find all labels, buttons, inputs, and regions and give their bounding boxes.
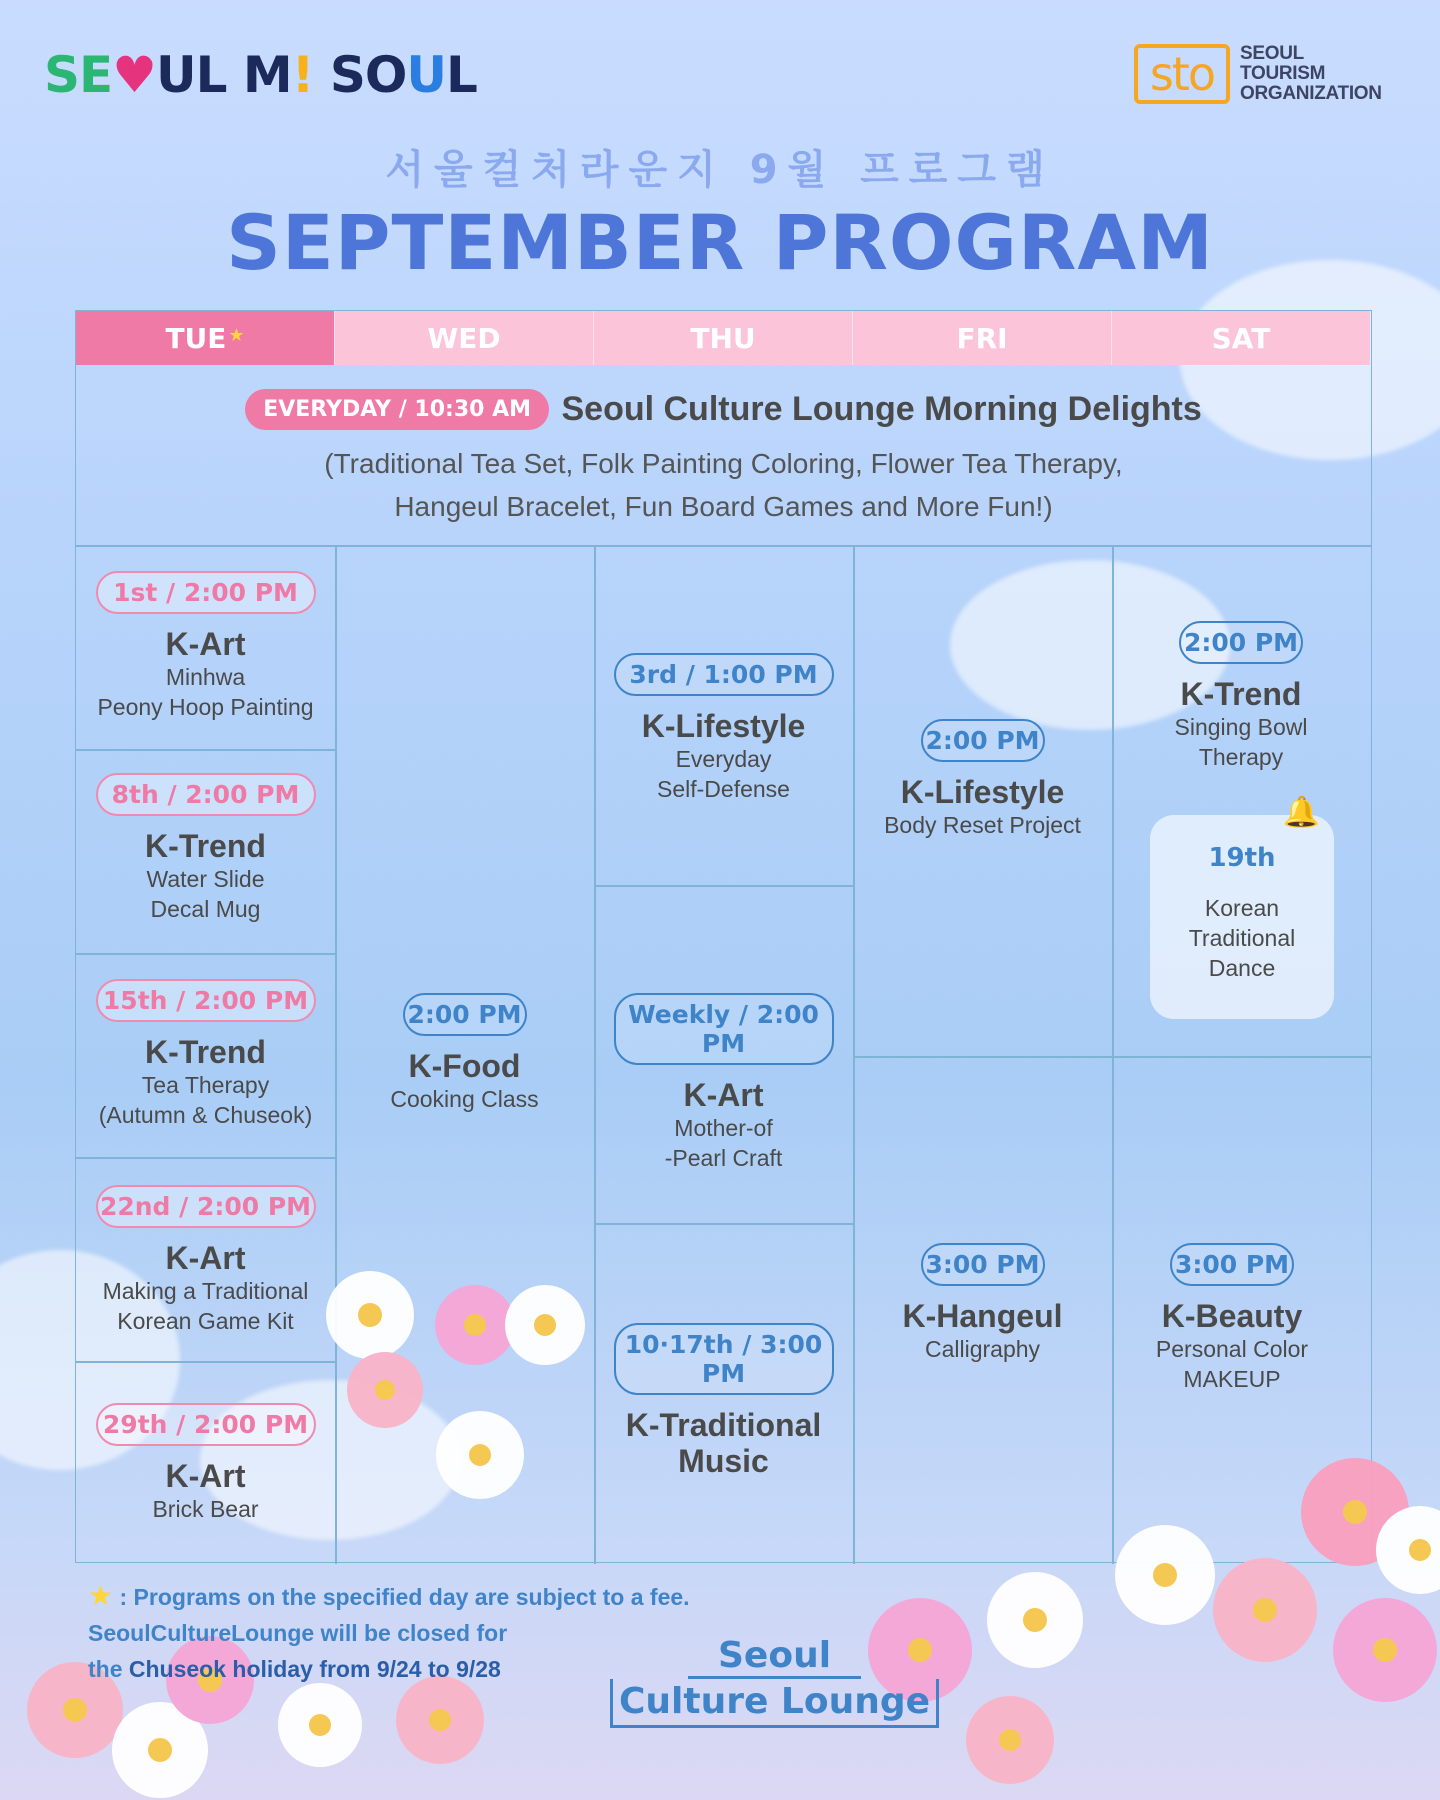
time-badge: 2:00 PM <box>403 993 527 1036</box>
seoul-my-soul-logo: SE ♥ UL M ! SO U L <box>44 46 477 104</box>
time-badge: 22nd / 2:00 PM <box>96 1185 316 1228</box>
program-title: K-Hangeul <box>902 1298 1063 1334</box>
program-detail: Peony Hoop Painting <box>97 694 314 720</box>
star-icon: ★ <box>88 1580 114 1611</box>
closed-note-prefix: the <box>88 1656 129 1682</box>
sto-text-line: TOURISM <box>1240 63 1326 84</box>
program-title: K-Beauty <box>1161 1298 1303 1334</box>
star-icon: ★ <box>228 325 245 346</box>
bell-icon: 🔔 <box>1282 796 1320 829</box>
program-detail: Self-Defense <box>657 776 790 802</box>
program-detail: Korean Game Kit <box>117 1308 294 1334</box>
everyday-desc-line: Hangeul Bracelet, Fun Board Games and More Fun!) <box>394 491 1053 522</box>
sto-mark: sto <box>1134 44 1230 104</box>
program-card <box>594 653 853 804</box>
time-badge: 2:00 PM <box>921 719 1045 762</box>
sto-text-line: SEOUL <box>1240 43 1304 64</box>
program-detail: Brick Bear <box>152 1496 259 1522</box>
program-detail: -Pearl Craft <box>664 1145 783 1171</box>
time-badge: 29th / 2:00 PM <box>96 1403 316 1446</box>
program-title: K-Lifestyle <box>900 774 1065 810</box>
program-title: K-Food <box>408 1048 521 1084</box>
day-header-tue: TUE ★ <box>76 311 335 365</box>
program-title: K-Lifestyle <box>641 708 806 744</box>
page-title: SEPTEMBER PROGRAM <box>226 198 1214 287</box>
program-card <box>76 773 335 924</box>
program-title: K-Trend <box>145 1034 266 1070</box>
special-event-card <box>1150 796 1334 1019</box>
sto-logo <box>1134 44 1382 104</box>
program-detail: Personal Color <box>1155 1336 1309 1362</box>
program-card <box>594 993 853 1173</box>
time-badge: 10·17th / 3:00 PM <box>614 1323 834 1395</box>
program-detail: Mother-of <box>674 1115 773 1141</box>
event-title-line: Dance <box>1208 955 1276 981</box>
program-title: K-Art <box>683 1077 764 1113</box>
program-detail: Minhwa <box>165 664 246 690</box>
closed-note: SeoulCultureLounge will be closed for <box>88 1620 508 1646</box>
program-detail: Making a Traditional <box>102 1278 309 1304</box>
time-badge: 2:00 PM <box>1179 621 1303 664</box>
lounge-logo-line: Culture Lounge <box>610 1679 939 1728</box>
closed-dates: Chuseok holiday from 9/24 to 9/28 <box>128 1656 501 1682</box>
everyday-program <box>76 365 1371 545</box>
time-badge: 15th / 2:00 PM <box>96 979 316 1022</box>
event-title-line: Korean <box>1204 895 1280 921</box>
program-detail: MAKEUP <box>1183 1366 1281 1392</box>
program-title: Music <box>678 1443 769 1479</box>
time-badge: 3:00 PM <box>1170 1243 1294 1286</box>
program-title: K-Trend <box>1180 676 1302 712</box>
fee-note: : Programs on the specified day are subject to a fee. <box>119 1584 690 1610</box>
time-badge: Weekly / 2:00 PM <box>614 993 834 1065</box>
program-title: K-Art <box>165 1240 246 1276</box>
program-detail: Tea Therapy <box>141 1072 270 1098</box>
program-detail: Body Reset Project <box>884 812 1081 838</box>
program-detail: Therapy <box>1198 744 1284 770</box>
program-title: K-Traditional <box>625 1407 822 1443</box>
event-date: 19th <box>1208 843 1276 873</box>
program-detail: Calligraphy <box>924 1336 1041 1362</box>
program-title: K-Art <box>165 626 246 662</box>
day-header-fri: FRI <box>853 311 1112 365</box>
time-badge: 1st / 2:00 PM <box>96 571 316 614</box>
program-title: K-Trend <box>145 828 266 864</box>
program-detail: Singing Bowl <box>1174 714 1308 740</box>
seoul-culture-lounge-logo <box>610 1636 939 1728</box>
time-badge: 3rd / 1:00 PM <box>614 653 834 696</box>
everyday-title: Seoul Culture Lounge Morning Delights <box>561 390 1202 428</box>
program-detail: (Autumn & Chuseok) <box>98 1102 313 1128</box>
sto-text-line: ORGANIZATION <box>1240 83 1382 104</box>
program-card <box>853 719 1112 840</box>
time-badge: 3:00 PM <box>921 1243 1045 1286</box>
program-card <box>76 571 335 722</box>
day-header-sat: SAT <box>1112 311 1370 365</box>
day-header-wed: WED <box>335 311 594 365</box>
program-detail: Cooking Class <box>390 1086 539 1112</box>
time-badge: 8th / 2:00 PM <box>96 773 316 816</box>
program-title: K-Art <box>165 1458 246 1494</box>
event-title-line: Traditional <box>1188 925 1296 951</box>
day-header-thu: THU <box>594 311 853 365</box>
footer-notes <box>88 1578 690 1687</box>
program-card <box>335 993 594 1114</box>
korean-title: 서울컬처라운지 9월 프로그램 <box>385 147 1055 193</box>
everyday-desc-line: (Traditional Tea Set, Folk Painting Coloring, Flower Tea Therapy, <box>324 448 1123 479</box>
program-detail: Water Slide <box>146 866 265 892</box>
lounge-logo-line: Seoul <box>688 1636 861 1679</box>
program-card <box>76 979 335 1130</box>
program-detail: Everyday <box>675 746 772 772</box>
program-detail: Decal Mug <box>150 896 261 922</box>
program-card <box>1112 621 1370 772</box>
everyday-time-badge: EVERYDAY / 10:30 AM <box>245 389 549 430</box>
